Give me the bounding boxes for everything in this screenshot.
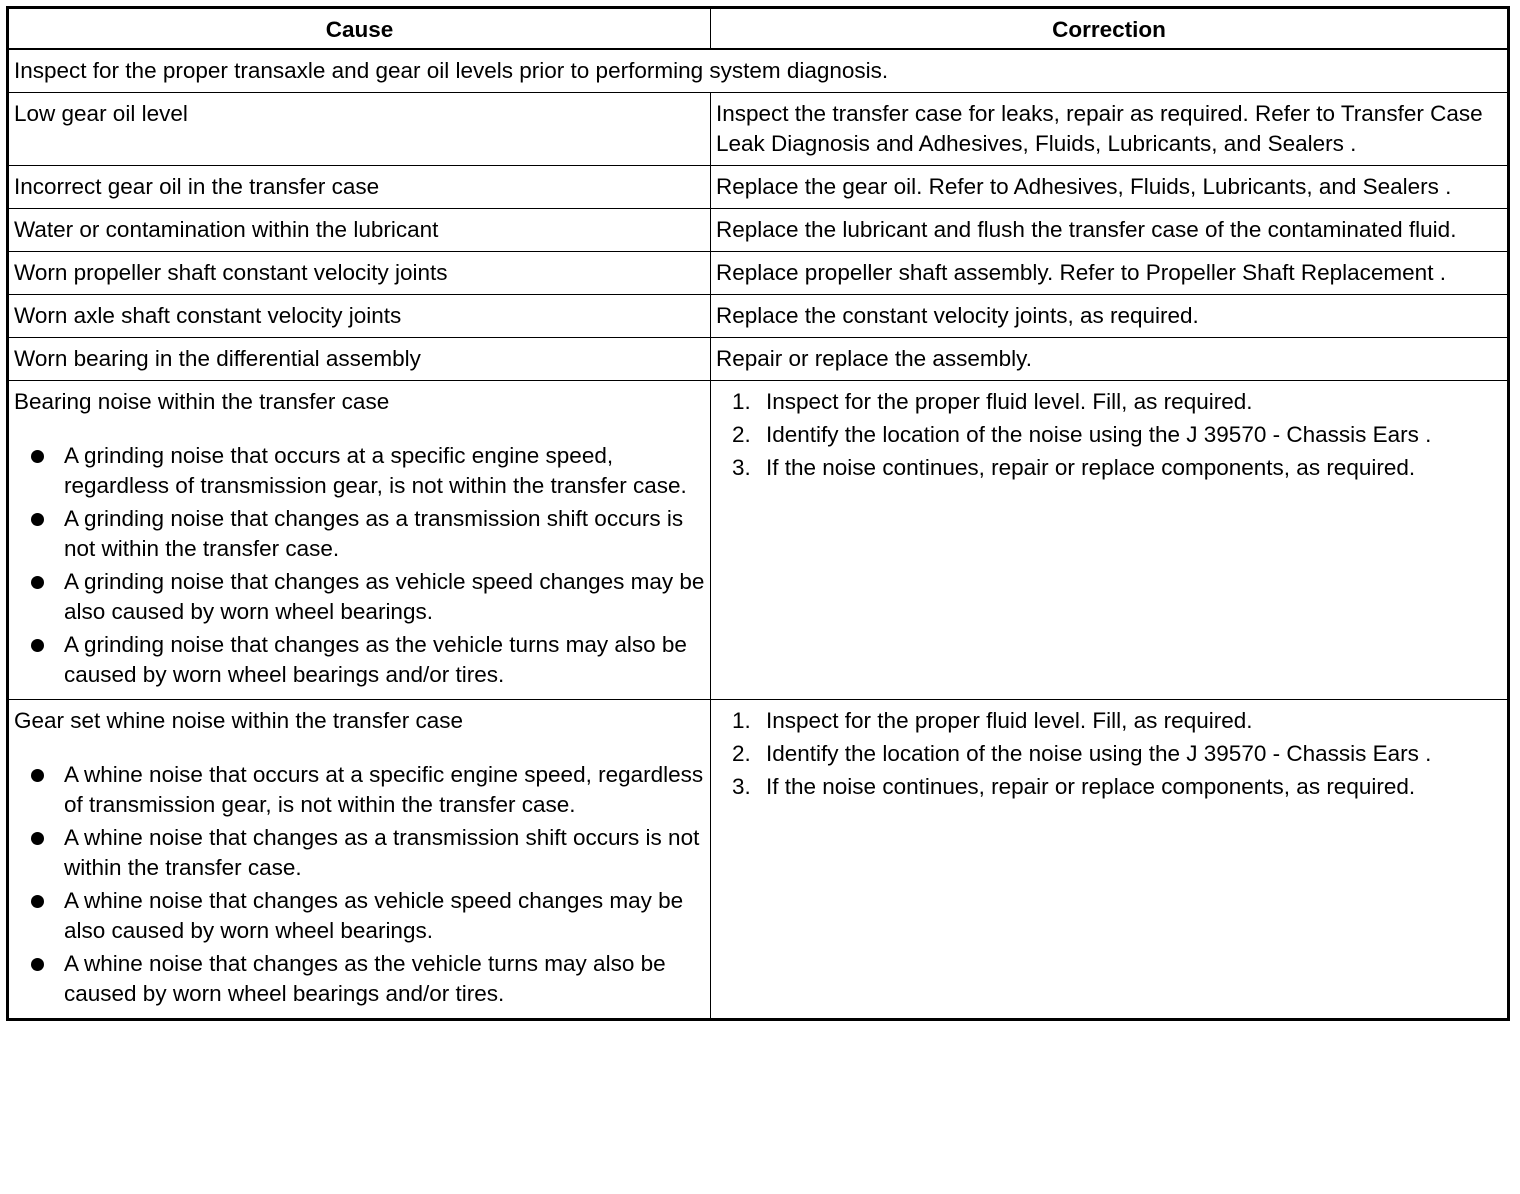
step-item bbox=[716, 420, 1502, 450]
cause-bullet-list bbox=[14, 441, 705, 690]
step-number: 1. bbox=[732, 708, 751, 733]
step-text: If the noise continues, repair or replace components, as required. bbox=[766, 455, 1416, 480]
step-text: Inspect for the proper fluid level. Fill, as required. bbox=[766, 708, 1253, 733]
cause-cell: Worn propeller shaft constant velocity joints bbox=[8, 252, 711, 295]
cause-cell bbox=[8, 700, 711, 1020]
cause-column-header: Cause bbox=[8, 8, 711, 50]
cause-cell: Incorrect gear oil in the transfer case bbox=[8, 166, 711, 209]
cause-cell: Worn bearing in the differential assembly bbox=[8, 338, 711, 381]
correction-cell: Inspect the transfer case for leaks, repair as required. Refer to Transfer Case Leak Diagnosis and Adhesives, Fluids, Lubricants, and Sealers . bbox=[711, 93, 1509, 166]
bullet-item bbox=[14, 823, 705, 883]
bullet-dot-icon bbox=[31, 958, 44, 971]
bullet-text: A whine noise that changes as a transmission shift occurs is not within the transfer case. bbox=[64, 825, 700, 880]
note-row bbox=[8, 49, 1509, 93]
step-item bbox=[716, 772, 1502, 802]
table-row-bearing-noise bbox=[8, 381, 1509, 700]
correction-cell: Replace the lubricant and flush the transfer case of the contaminated fluid. bbox=[711, 209, 1509, 252]
step-text: Identify the location of the noise using the J 39570 - Chassis Ears . bbox=[766, 422, 1432, 447]
bullet-text: A whine noise that occurs at a specific engine speed, regardless of transmission gear, is not within the transfer case. bbox=[64, 762, 704, 817]
bullet-item bbox=[14, 441, 705, 501]
bullet-item bbox=[14, 567, 705, 627]
cause-title: Gear set whine noise within the transfer case bbox=[14, 708, 463, 733]
bullet-text: A grinding noise that changes as the vehicle turns may also be caused by worn wheel bearings and/or tires. bbox=[64, 632, 687, 687]
bullet-dot-icon bbox=[31, 576, 44, 589]
table-row bbox=[8, 93, 1509, 166]
correction-cell bbox=[711, 381, 1509, 700]
correction-cell: Replace the gear oil. Refer to Adhesives, Fluids, Lubricants, and Sealers . bbox=[711, 166, 1509, 209]
bullet-text: A whine noise that changes as vehicle speed changes may be also caused by worn wheel bearings. bbox=[64, 888, 684, 943]
step-text: If the noise continues, repair or replace components, as required. bbox=[766, 774, 1416, 799]
bullet-item bbox=[14, 630, 705, 690]
step-number: 2. bbox=[732, 741, 751, 766]
correction-cell: Repair or replace the assembly. bbox=[711, 338, 1509, 381]
correction-cell: Replace the constant velocity joints, as required. bbox=[711, 295, 1509, 338]
step-number: 1. bbox=[732, 389, 751, 414]
bullet-dot-icon bbox=[31, 832, 44, 845]
step-item bbox=[716, 739, 1502, 769]
bullet-dot-icon bbox=[31, 769, 44, 782]
table-row-whine-noise bbox=[8, 700, 1509, 1020]
bullet-item bbox=[14, 760, 705, 820]
bullet-item bbox=[14, 886, 705, 946]
correction-cell bbox=[711, 700, 1509, 1020]
bullet-text: A whine noise that changes as the vehicle turns may also be caused by worn wheel bearings and/or tires. bbox=[64, 951, 666, 1006]
correction-step-list bbox=[716, 387, 1502, 483]
correction-step-list bbox=[716, 706, 1502, 802]
cause-cell: Worn axle shaft constant velocity joints bbox=[8, 295, 711, 338]
step-text: Identify the location of the noise using the J 39570 - Chassis Ears . bbox=[766, 741, 1432, 766]
correction-cell: Replace propeller shaft assembly. Refer to Propeller Shaft Replacement . bbox=[711, 252, 1509, 295]
header-row bbox=[8, 8, 1509, 50]
correction-column-header: Correction bbox=[711, 8, 1509, 50]
table-row bbox=[8, 338, 1509, 381]
cause-title: Bearing noise within the transfer case bbox=[14, 389, 390, 414]
bullet-dot-icon bbox=[31, 450, 44, 463]
bullet-item bbox=[14, 949, 705, 1009]
bullet-text: A grinding noise that changes as vehicle speed changes may be also caused by worn wheel bearings. bbox=[64, 569, 705, 624]
bullet-dot-icon bbox=[31, 513, 44, 526]
diagnosis-table bbox=[6, 6, 1510, 1021]
step-item bbox=[716, 453, 1502, 483]
step-text: Inspect for the proper fluid level. Fill, as required. bbox=[766, 389, 1253, 414]
step-number: 3. bbox=[732, 455, 751, 480]
cause-bullet-list bbox=[14, 760, 705, 1009]
step-item bbox=[716, 706, 1502, 736]
bullet-dot-icon bbox=[31, 639, 44, 652]
cause-cell: Water or contamination within the lubricant bbox=[8, 209, 711, 252]
step-item bbox=[716, 387, 1502, 417]
cause-cell bbox=[8, 381, 711, 700]
note-cell: Inspect for the proper transaxle and gear oil levels prior to performing system diagnosis. bbox=[8, 49, 1509, 93]
table-row bbox=[8, 295, 1509, 338]
bullet-text: A grinding noise that changes as a transmission shift occurs is not within the transfer case. bbox=[64, 506, 684, 561]
step-number: 3. bbox=[732, 774, 751, 799]
cause-cell: Low gear oil level bbox=[8, 93, 711, 166]
table-row bbox=[8, 209, 1509, 252]
bullet-text: A grinding noise that occurs at a specific engine speed, regardless of transmission gear, is not within the transfer case. bbox=[64, 443, 687, 498]
table-row bbox=[8, 166, 1509, 209]
step-number: 2. bbox=[732, 422, 751, 447]
table-row bbox=[8, 252, 1509, 295]
bullet-item bbox=[14, 504, 705, 564]
bullet-dot-icon bbox=[31, 895, 44, 908]
